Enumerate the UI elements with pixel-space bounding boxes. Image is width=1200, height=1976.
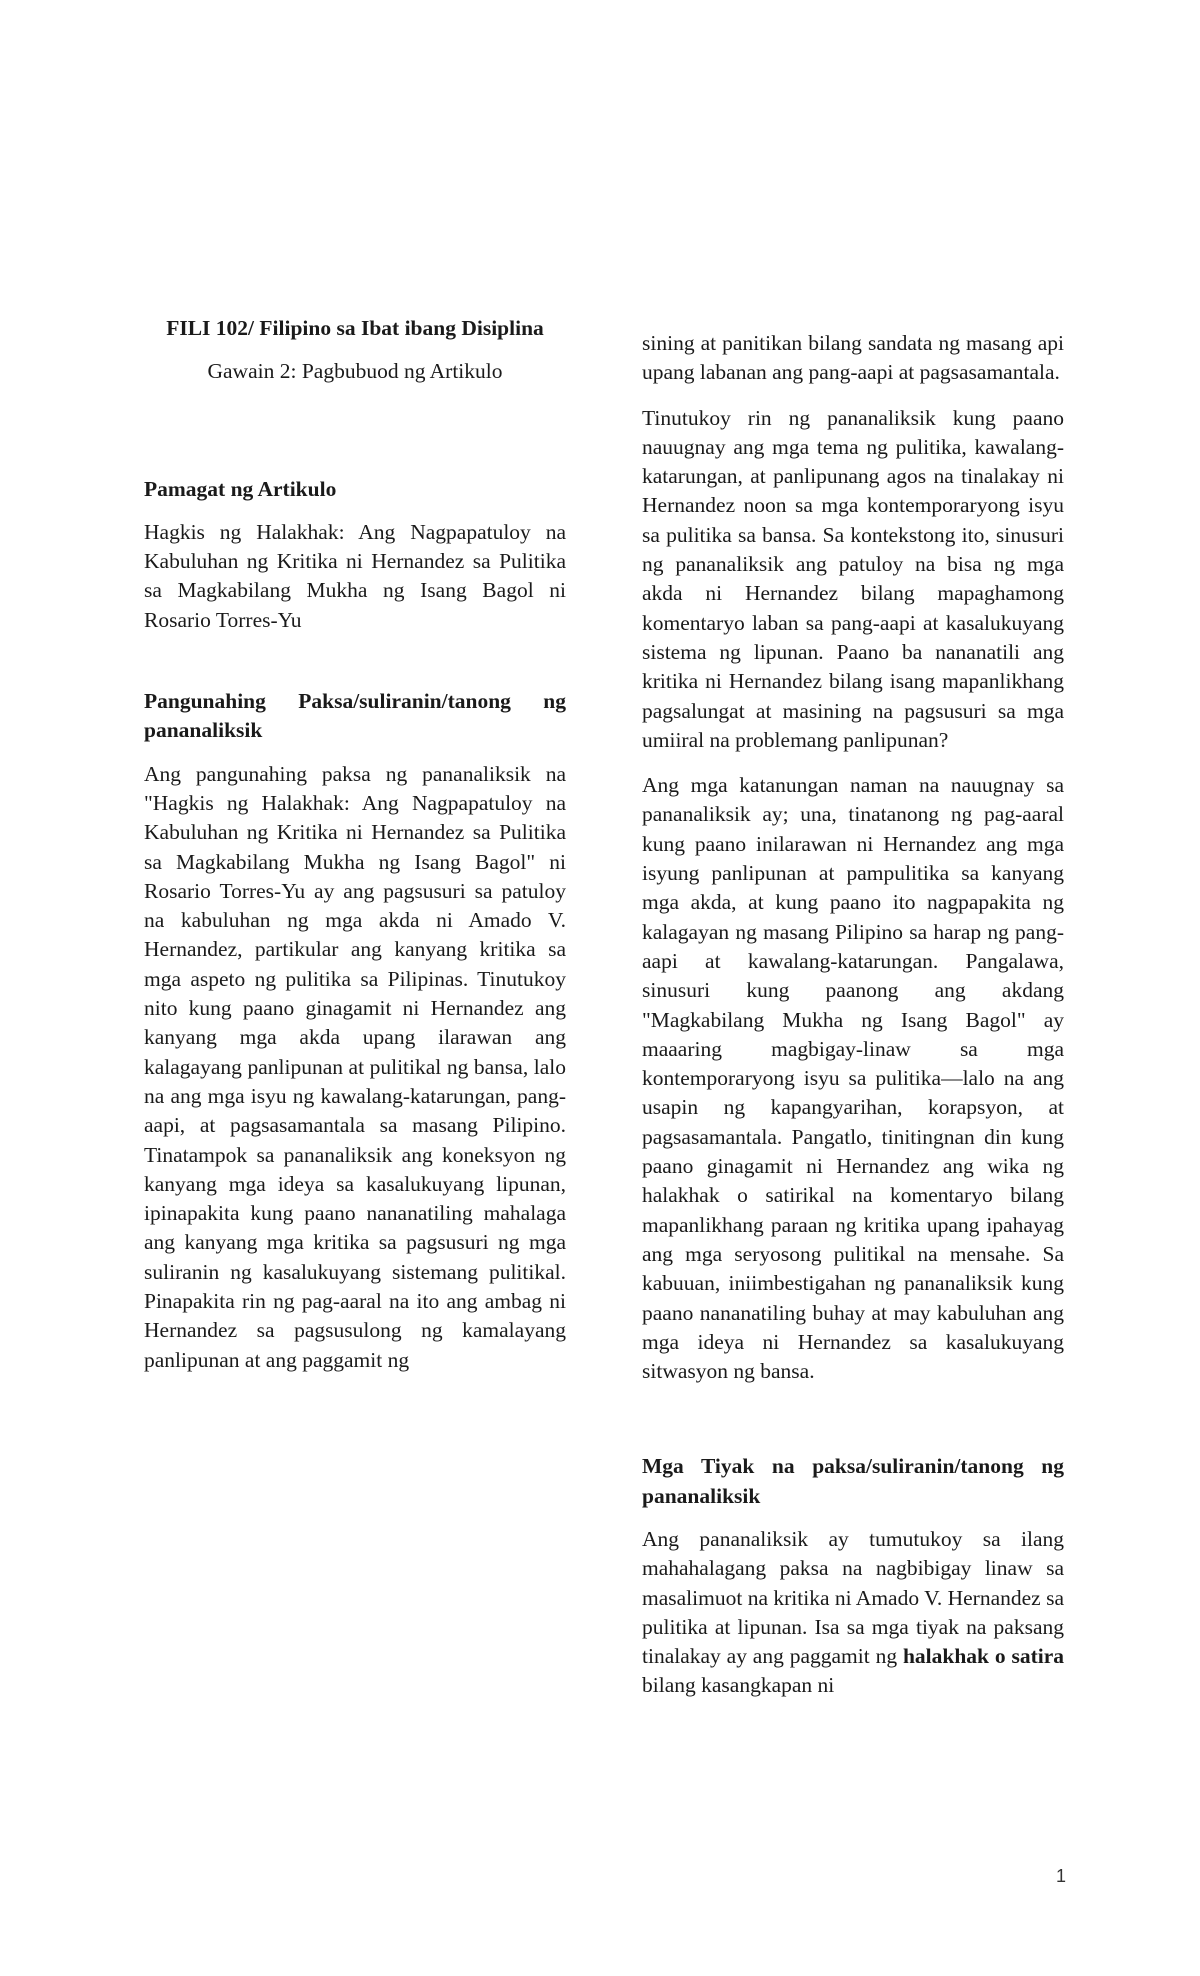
continuation-paragraph: sining at panitikan bilang sandata ng masang api upang labanan ang pang-aapi at pagsasamantala. [642,331,1064,385]
paragraph-2: Tinutukoy rin ng pananaliksik kung paano nauugnay ang mga tema ng pulitika, kawalang-katarungan, at panlipunang agos na tinalakay ni Hernandez noon sa mga kontemporaryong isyu sa pulitika sa bansa. Sa kontekstong ito, sinusuri ng pananaliksik ang patuloy na bisa ng mga akda ni Hernandez bilang mapaghamong komentaryo laban sa pang-aapi at kasalukuyang sistema ng lipunan. Paano ba nananatili ang kritika ni Hernandez bilang isang mapanlikhang pagsalungat at masining na pagsusuri sa mga umiiral na problemang panlipunan? [642,405,1064,752]
paragraph-3: Ang mga katanungan naman na nauugnay sa pananaliksik ay; una, tinatanong ng pag-aaral kung paano inilarawan ni Hernandez ang mga isyung panlipunan at pampulitika sa kanyang mga akda, at kung paano ito nagpapakita ng kalagayan ng masang Pilipino sa harap ng pang-aapi at kawalang-katarungan. Pangalawa, sinusuri kung paanong ang akdang "Magkabilang Mukha ng Isang Bagol" ay maaaring magbigay-linaw sa mga kontemporaryong isyu sa pulitika—lalo na ang usapin ng kapangyarihan, korapsyon, at pagsasamantala. Pangatlo, tinitingnan din kung paano ginagamit ni Hernandez ang wika ng halakhak o satirikal na komentaryo bilang mapanlikhang paraan ng kritika upang ipahayag ang mga seryosong pulitikal na mensahe. Sa kabuuan, iniimbestigahan ng pananaliksik kung paano nananatiling buhay at may kabuluhan ang mga ideya ni Hernandez sa kasalukuyang sitwasyon ng bansa. [642,773,1064,1384]
heading-pangunahing-paksa: Pangunahing Paksa/suliranin/tanong ng pananaliksik [144,689,566,743]
document-subtitle: Gawain 2: Pagbubuod ng Artikulo [207,359,503,384]
tiyak-text-after: bilang kasangkapan ni [642,1673,835,1698]
tiyak-text-before: Ang pananaliksik ay tumutukoy sa ilang mahahalagang paksa na nagbibigay linaw sa masalimuot na kritika ni Amado V. Hernandez sa pulitika at lipunan. Isa sa mga tiyak na paksang tinalakay ay ang paggamit ng [642,1526,1064,1669]
paksa-paragraph: Ang pangunahing paksa ng pananaliksik na "Hagkis ng Halakhak: Ang Nagpapatuloy na Kabuluhan ng Kritika ni Hernandez sa Pulitika sa Magkabilang Mukha ng Isang Bagol" ni Rosario Torres-Yu ay ang pagsusuri sa patuloy na kabuluhan ng mga akda ni Amado V. Hernandez, partikular ang kanyang kritika sa mga aspeto ng pulitika sa Pilipinas. Tinutukoy nito kung paano ginagamit ni Hernandez ang kanyang mga akda upang ilarawan ang kalagayang panlipunan at pulitikal ng bansa, lalo na ang mga isyu ng kawalang-katarungan, pang-aapi, at pagsasamantala sa masang Pilipino. Tinatampok sa pananaliksik ang koneksyon ng kanyang mga ideya sa kasalukuyang lipunan, ipinapakita kung paano nananatiling mahalaga ang kanyang mga kritika sa pagsusuri ng mga suliranin ng kasalukuyang sistemang pulitikal. Pinapakita rin ng pag-aaral na ito ang ambag ni Hernandez sa pagsusulong ng kamalayang panlipunan at ang paggamit ng [144,761,566,1372]
tiyak-bold-phrase: halakhak o satira [902,1644,1064,1669]
page-number: 1 [1056,1866,1067,1886]
tiyak-paragraph [642,1525,1064,1701]
right-column [642,329,1064,1701]
left-column [144,314,566,1375]
heading-tiyak-na-paksa: Mga Tiyak na paksa/suliranin/tanong ng pananaliksik [642,1454,1064,1508]
heading-pamagat: Pamagat ng Artikulo [144,476,337,501]
document-title: FILI 102/ Filipino sa Ibat ibang Disiplina [166,316,544,340]
article-title-paragraph: Hagkis ng Halakhak: Ang Nagpapatuloy na Kabuluhan ng Kritika ni Hernandez sa Pulitika sa Magkabilang Mukha ng Isang Bagol ni Rosario Torres-Yu [144,519,566,632]
